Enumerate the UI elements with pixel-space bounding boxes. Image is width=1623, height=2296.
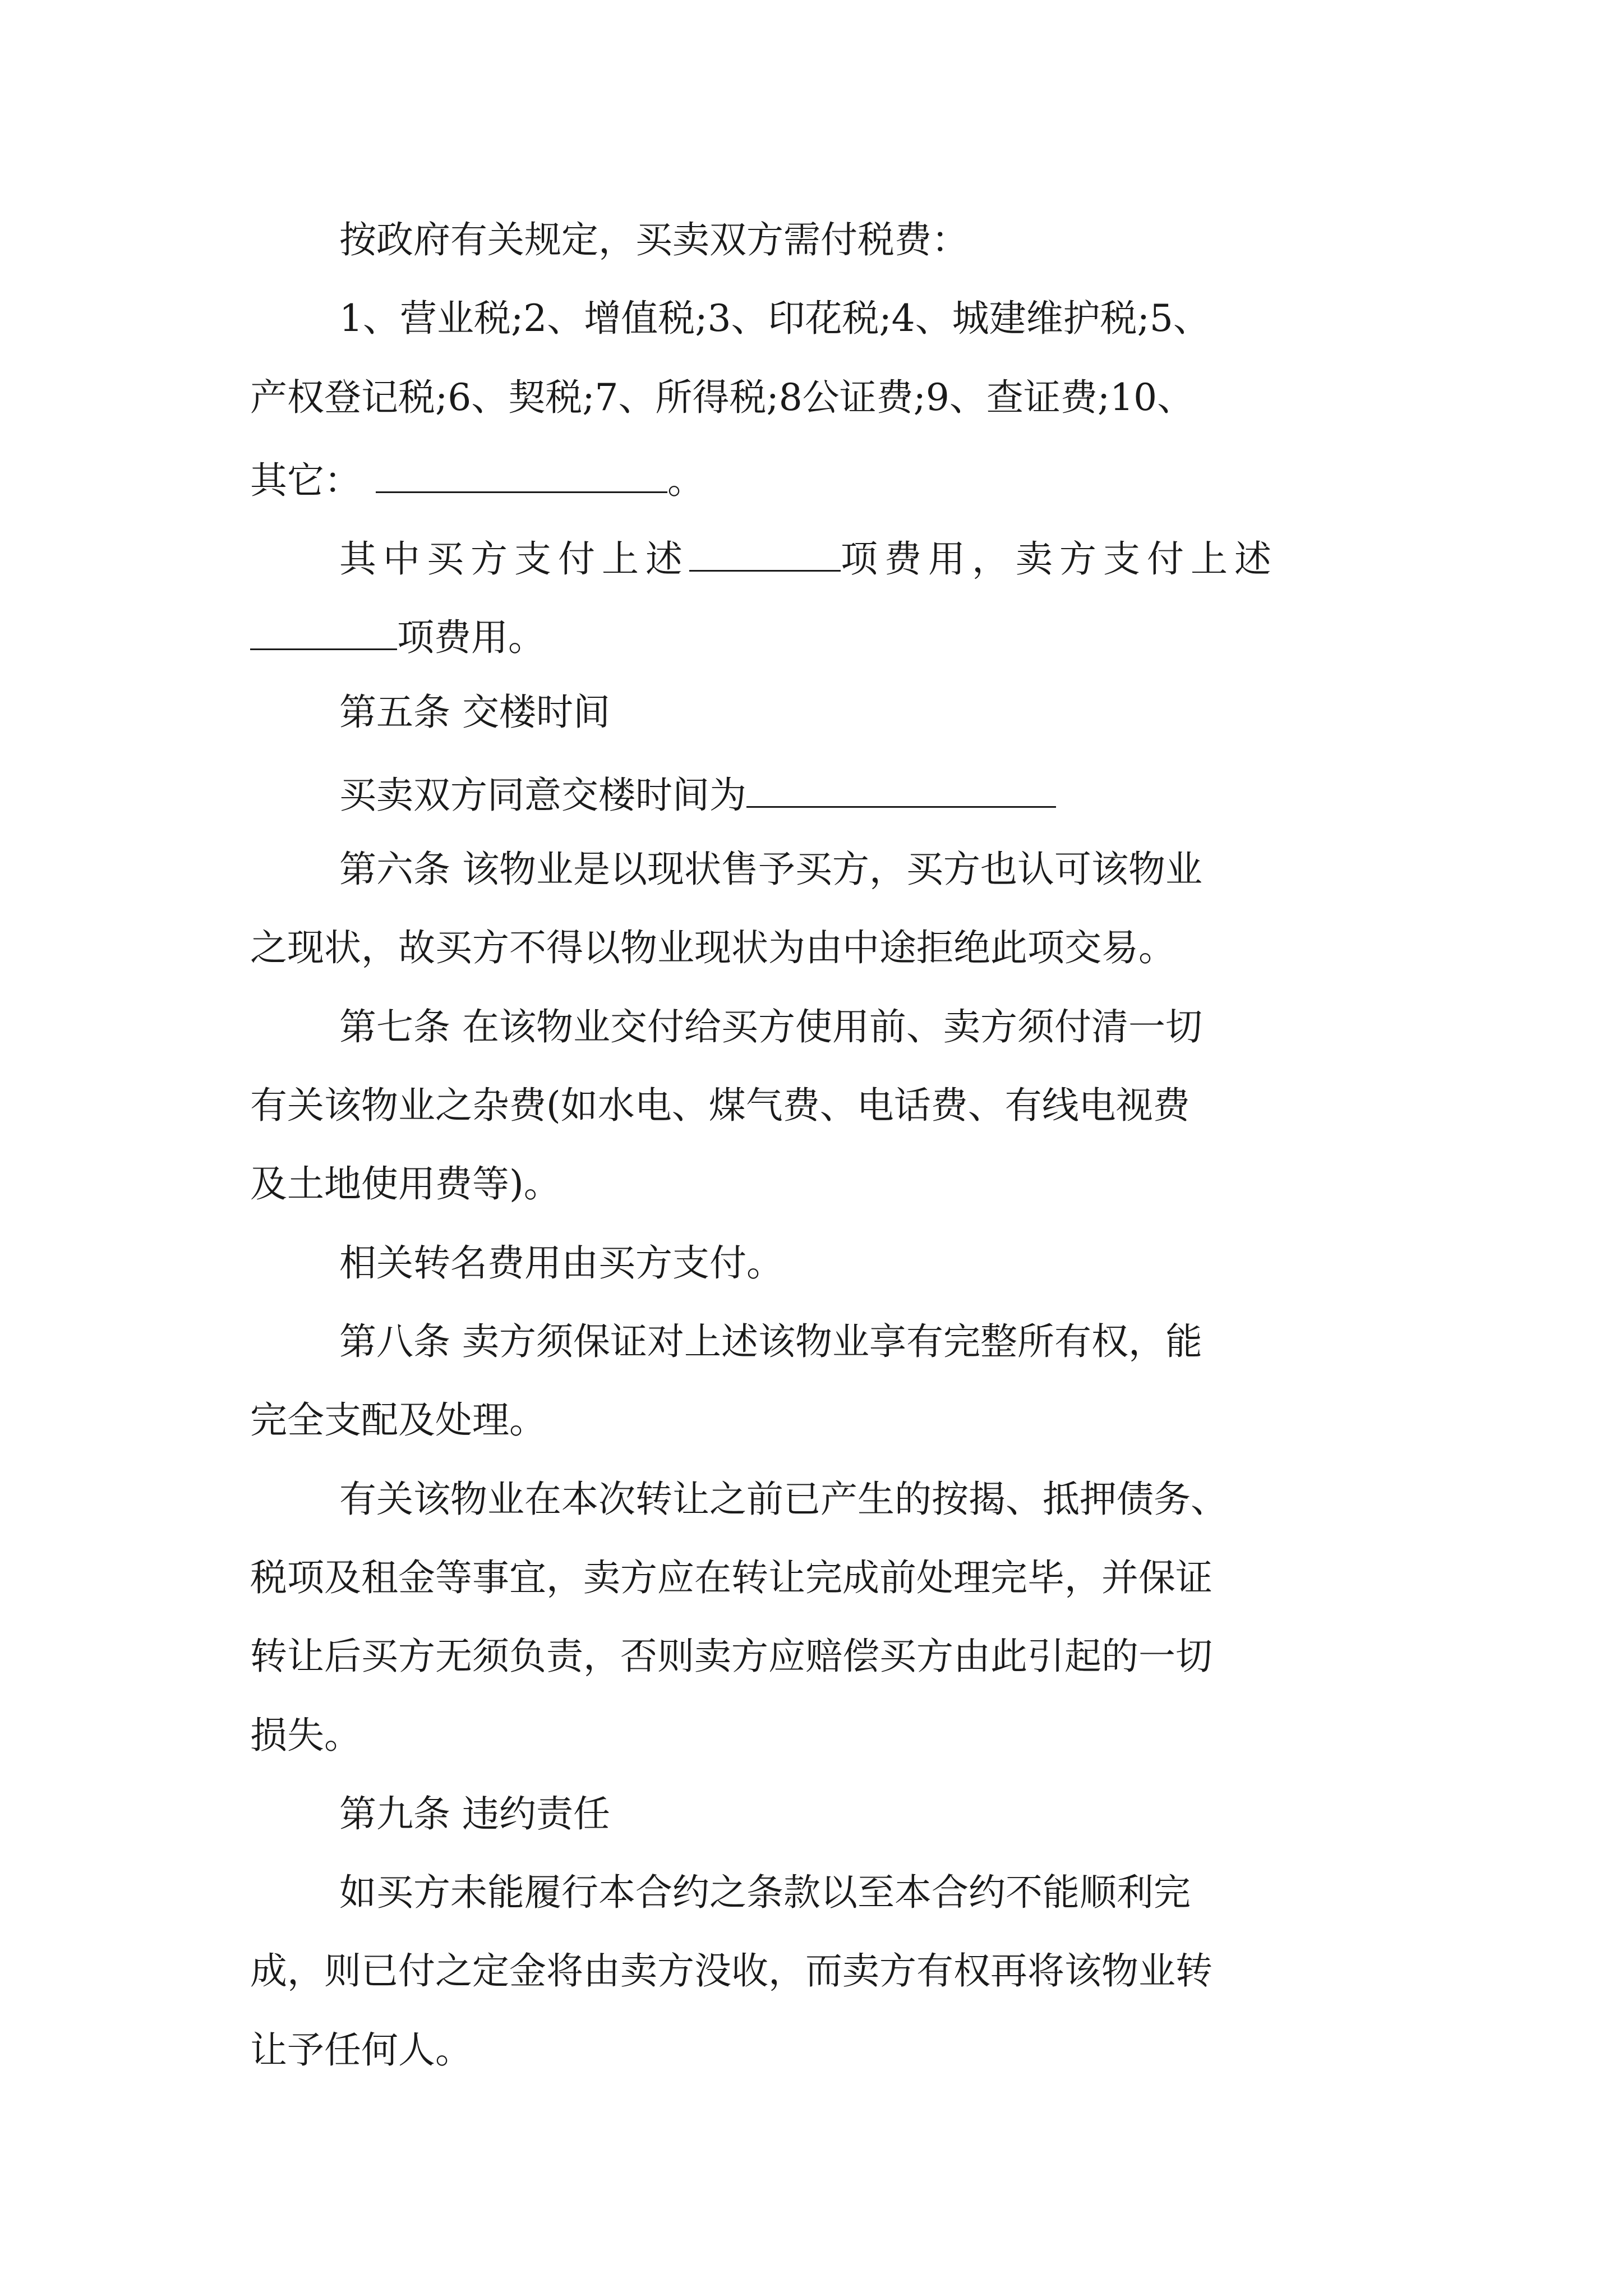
text-line (250, 2028, 472, 2072)
text-line (250, 926, 1175, 969)
text-line: 1、营业税;2、增值税;3、印花税;4、城建维护税;5、 (339, 297, 1210, 340)
fill-blank-other[interactable] (376, 458, 667, 493)
text-line: 第七条 在该物业交付给买方使用前、卖方须付清一切 (339, 1005, 1202, 1048)
paragraph-breach (339, 1871, 1191, 1914)
text-line (250, 1949, 1212, 1993)
article-title: 第五条 交楼时间 (339, 691, 610, 734)
label-items-fee: 项费用。 (397, 616, 545, 659)
text-line: 相关转名费用由买方支付。 (339, 1241, 783, 1285)
text-line: 有关该物业在本次转让之前已产生的按揭、抵押债务、 (339, 1478, 1228, 1521)
paragraph-tax-intro (339, 218, 969, 261)
label-handover-date: 买卖双方同意交楼时间为 (339, 774, 746, 817)
text-line (250, 376, 1195, 419)
text-line (250, 615, 545, 659)
heading-article-5 (339, 691, 610, 734)
paragraph-handover-date (339, 772, 1056, 817)
text-line: 第六条 该物业是以现状售予买方，买方也认可该物业 (339, 848, 1202, 891)
paragraph-transfer-fee (339, 1241, 783, 1285)
text-line: 第八条 卖方须保证对上述该物业享有完整所有权，能 (339, 1320, 1202, 1363)
text-line (250, 1084, 1190, 1127)
text-line: 及土地使用费等)。 (250, 1162, 561, 1205)
text-line: 如买方未能履行本合约之条款以至本合约不能顺利完 (339, 1871, 1191, 1914)
text-line (250, 1556, 1212, 1599)
paragraph-article-7 (339, 1005, 1202, 1048)
paragraph-article-6 (339, 848, 1202, 891)
text-line: 有关该物业之杂费(如水电、煤气费、电话费、有线电视费 (250, 1084, 1190, 1127)
period: 。 (667, 459, 704, 502)
text-line (250, 1398, 546, 1442)
label-other: 其它： (250, 459, 361, 502)
text-line (250, 1714, 361, 1757)
paragraph-article-8 (339, 1320, 1202, 1363)
paragraph-fee-split (339, 536, 1278, 581)
text-line: 之现状，故买方不得以物业现状为由中途拒绝此项交易。 (250, 926, 1175, 969)
text-line-other-taxes (250, 458, 704, 502)
label-seller-pays: 项费用，卖方支付上述 (841, 537, 1278, 581)
text-line (250, 1162, 561, 1205)
fill-blank-buyer-items[interactable] (689, 536, 841, 572)
fill-blank-seller-items[interactable] (250, 615, 397, 650)
text-line: 按政府有关规定，买卖双方需付税费： (339, 218, 969, 261)
text-line: 税项及租金等事宜，卖方应在转让完成前处理完毕，并保证 (250, 1556, 1212, 1599)
fill-blank-handover-date[interactable] (746, 772, 1056, 808)
text-line: 损失。 (250, 1714, 361, 1757)
text-line: 转让后买方无须负责，否则卖方应赔偿买方由此引起的一切 (250, 1635, 1212, 1678)
text-line: 成，则已付之定金将由卖方没收，而卖方有权再将该物业转 (250, 1949, 1212, 1993)
paragraph-tax-list (339, 297, 1210, 340)
paragraph-prior-debts (339, 1478, 1228, 1521)
text-line: 让予任何人。 (250, 2028, 472, 2072)
label-buyer-pays: 其中买方支付上述 (339, 537, 689, 581)
text-line: 完全支配及处理。 (250, 1398, 546, 1442)
text-line (250, 1635, 1212, 1678)
text-line: 产权登记税;6、契税;7、所得税;8公证费;9、查证费;10、 (250, 376, 1195, 419)
heading-article-9 (339, 1792, 610, 1835)
article-title: 第九条 违约责任 (339, 1792, 610, 1835)
